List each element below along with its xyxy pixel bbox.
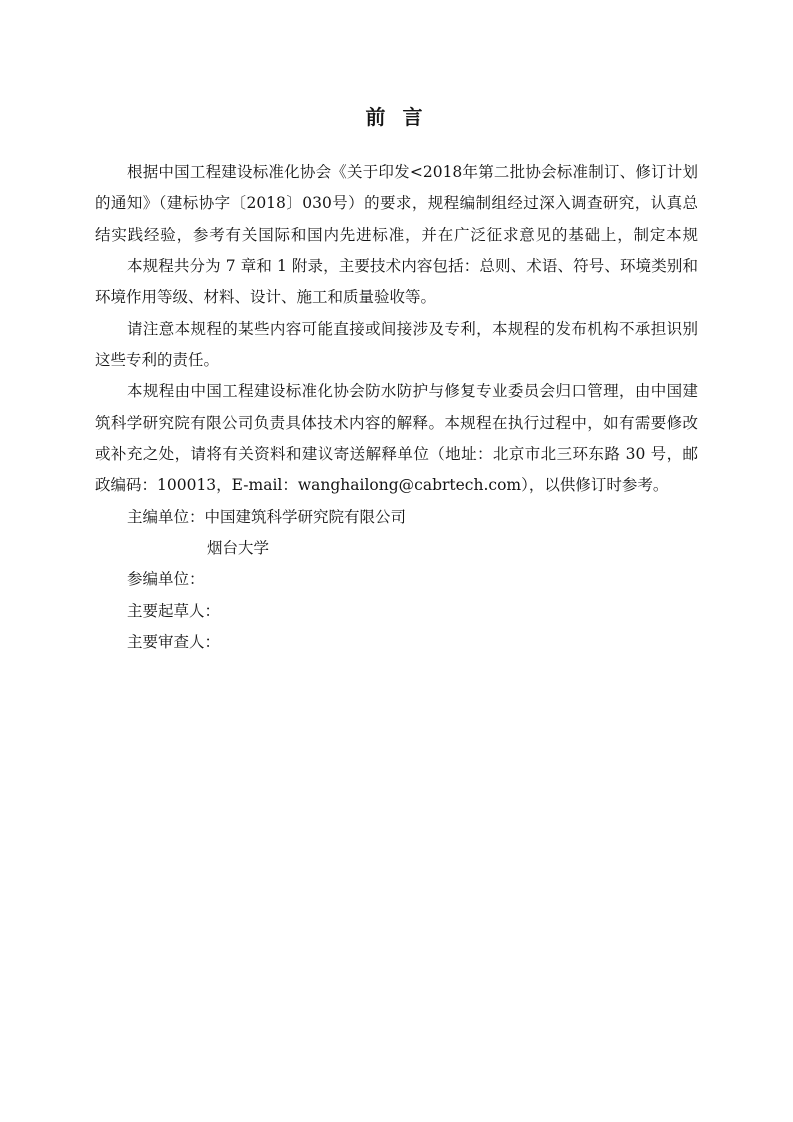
- paragraph-line: 环境作用等级、材料、设计、施工和质量验收等。: [95, 288, 437, 307]
- paragraph-contents: [95, 251, 698, 314]
- paragraph-line: 的通知》（建标协字〔2018〕030号）的要求，规程编制组经过深入调查研究，认真总: [95, 194, 698, 213]
- chief-editor-row: [95, 533, 698, 564]
- paragraph-line: 政编码：100013，E-mail：wanghailong@cabrtech.com），以供修订时参考。: [95, 476, 669, 495]
- paragraph-line: 或补充之处，请将有关资料和建议寄送解释单位（地址：北京市北三环东路 30 号，邮: [95, 444, 698, 463]
- paragraph-line: 根据中国工程建设标准化协会《关于印发<2018年第二批协会标准制订、修订计划: [127, 163, 698, 181]
- paragraph-management: [95, 376, 698, 501]
- paragraph-patent-notice: [95, 314, 698, 377]
- page-title: 前 言: [365, 105, 428, 129]
- credits: [95, 502, 698, 659]
- document-body: [95, 157, 698, 658]
- chief-editor-name: 烟台大学: [207, 538, 270, 557]
- drafters-row: [95, 596, 698, 627]
- reviewers-row: [95, 627, 698, 658]
- paragraph-line: 请注意本规程的某些内容可能直接或间接涉及专利，本规程的发布机构不承担识别: [127, 319, 698, 338]
- paragraph-line: 筑科学研究院有限公司负责具体技术内容的解释。本规程在执行过程中，如有需要修改: [95, 413, 698, 432]
- chief-editor-name: 中国建筑科学研究院有限公司: [204, 507, 407, 526]
- paragraph-line: 本规程共分为 7 章和 1 附录，主要技术内容包括：总则、术语、符号、环境类别和: [127, 256, 698, 275]
- participants-row: [95, 564, 698, 595]
- chief-editor-label: 主编单位：: [127, 507, 205, 526]
- paragraph-line: 结实践经验，参考有关国际和国内先进标准，并在广泛征求意见的基础上，制定本规: [95, 225, 698, 244]
- reviewers-label: 主要审查人：: [127, 632, 221, 651]
- paragraph-basis: [95, 157, 698, 251]
- drafters-label: 主要起草人：: [127, 601, 221, 620]
- participants-label: 参编单位：: [127, 570, 205, 589]
- paragraph-line: 本规程由中国工程建设标准化协会防水防护与修复专业委员会归口管理，由中国建: [127, 382, 698, 401]
- chief-editor-row: [95, 502, 698, 533]
- paragraph-line: 这些专利的责任。: [95, 350, 220, 369]
